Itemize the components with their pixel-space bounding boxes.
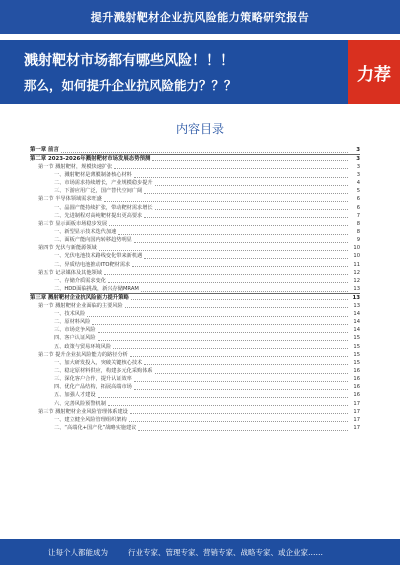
toc-entry[interactable] [30,220,360,228]
toc-dot-leader [131,295,348,300]
toc-entry-page: 6 [356,196,360,203]
toc-entry-page: 16 [353,384,360,391]
toc-entry[interactable] [30,326,360,334]
toc-entry-text: 二、面板产能向国内转移趋势明显 [54,237,132,244]
toc-entry-text: 一、新型显示技术迭代加速 [54,229,117,235]
toc-dot-leader [134,173,348,178]
toc-entry-text: 第一节 溅射靶材企业面临的主要风险 [38,302,123,309]
toc-entry-page: 8 [356,229,360,235]
toc-entry[interactable] [30,155,360,163]
toc-dot-leader [132,262,348,267]
toc-entry-text: 第一节 溅射靶材，规模快速扩张 [38,163,113,170]
toc-entry[interactable] [30,343,360,351]
toc-entry-page: 15 [353,335,360,342]
toc-entry-text: 第二节 半导体领域需求旺盛 [38,196,102,203]
toc-entry-text: 第二章 2023-2026年溅射靶材市场发展态势预测 [30,155,151,162]
toc-entry[interactable] [30,179,360,187]
toc-entry-text: 二、原材料风险 [54,319,91,326]
toc-dot-leader [138,426,348,431]
toc-dot-leader [104,270,348,275]
toc-entry[interactable] [30,285,360,293]
toc-title: 内容目录 [175,122,224,136]
toc-dot-leader [109,221,348,226]
toc-dot-leader [113,344,348,349]
toc-entry-page: 14 [353,327,360,334]
toc-entry[interactable] [30,391,360,399]
toc-entry-page: 7 [356,212,360,219]
toc-entry-page: 14 [353,319,360,326]
toc-dot-leader [134,385,348,390]
toc-entry-text: 一、加大研发投入，突破关键核心技术 [54,359,143,366]
toc-entry-page: 17 [353,424,360,431]
toc-entry-text: 三、下游应用广泛，国产替代空间广阔 [54,188,143,195]
report-header-title: 提升溅射靶材企业抗风险能力策略研究报告 [90,11,310,24]
toc-entry-text: 第三节 溅射靶材企业风险管理体系建设 [38,408,128,415]
toc-entry-text: 一、存储介质需求变化 [54,277,106,284]
toc-entry[interactable] [30,302,360,310]
toc-entry[interactable] [30,424,360,432]
toc-entry-text: 一、技术风险 [54,311,86,317]
toc-entry-page: 16 [353,376,360,383]
toc-entry-text: 第三章 溅射靶材企业抗风险能力提升策略 [30,294,129,301]
toc-entry[interactable] [30,294,360,302]
toc-entry-text: 二、先进制程对高纯靶材提出更高要求 [54,212,143,219]
banner-subheadline: 那么，如何提升企业抗风险能力？？？ [24,78,237,93]
toc-dot-leader [130,409,348,414]
toc-dot-leader [134,238,348,243]
toc-entry-page: 10 [353,245,360,252]
toc-entry[interactable] [30,383,360,391]
toc-entry-page: 9 [356,237,360,244]
toc-dot-leader [155,181,348,186]
toc-dot-leader [104,197,348,202]
table-of-contents [30,146,360,432]
toc-entry-page: 8 [356,220,360,227]
toc-entry[interactable] [30,416,360,424]
toc-entry[interactable] [30,244,360,252]
toc-dot-leader [129,417,348,422]
toc-entry-text: 二、“高端化+国产化”战略实施建议 [54,424,137,431]
toc-entry[interactable] [30,334,360,342]
toc-dot-leader [144,360,348,365]
toc-dot-leader [98,336,348,341]
toc-entry-page: 12 [353,277,360,284]
toc-entry-page: 15 [353,351,360,358]
toc-dot-leader [125,303,348,308]
toc-entry[interactable] [30,310,360,318]
toc-entry[interactable] [30,261,360,269]
report-header [0,0,400,34]
toc-entry-page: 3 [356,147,360,153]
toc-entry-page: 13 [353,302,360,309]
toc-entry-page: 17 [353,416,360,423]
toc-dot-leader [155,205,348,210]
banner-headline: 溅射靶材市场都有哪些风险！！！ [24,53,234,69]
toc-entry[interactable] [30,195,360,203]
toc-dot-leader [98,328,348,333]
toc-dot-leader [118,230,348,235]
toc-dot-leader [134,377,348,382]
footer-bar [0,539,400,565]
footer-slogan: 让每个人都能成为 [48,547,108,557]
toc-entry[interactable] [30,367,360,375]
toc-entry-page: 16 [353,392,360,399]
toc-entry-text: 二、稳定原材料供应，构建多元化采购体系 [54,367,153,374]
toc-dot-leader [108,401,348,406]
toc-entry[interactable] [30,269,360,277]
toc-dot-leader [144,189,348,194]
toc-entry-text: 三、市场竞争风险 [54,327,96,334]
toc-entry-page: 5 [356,188,360,195]
toc-entry-page: 10 [353,253,360,260]
toc-entry-text: 第二节 提升企业抗风险能力的路径分析 [38,351,128,358]
toc-dot-leader [152,156,348,161]
toc-entry[interactable] [30,318,360,326]
toc-entry-page: 17 [353,400,360,407]
toc-entry-text: 二、HDD面临挑战，新兴存储MRAM [54,285,139,292]
toc-entry[interactable] [30,146,360,154]
toc-entry-text: 四、客户认证风险 [54,335,96,342]
toc-entry-text: 二、市场需求持续增长，产业规模稳步提升 [54,180,153,187]
recommend-badge [348,40,400,104]
toc-entry-page: 15 [353,359,360,366]
toc-entry[interactable] [30,236,360,244]
toc-entry[interactable] [30,204,360,212]
toc-dot-leader [130,352,348,357]
toc-dot-leader [61,148,348,153]
toc-entry-text: 一、晶圆产能持续扩张，带动靶材需求增长 [54,204,153,211]
toc-entry-text: 三、深化客户合作，提升认证效率 [54,376,132,383]
toc-entry-page: 3 [356,172,360,179]
toc-entry-text: 五、加强人才建设 [54,392,96,399]
toc-entry-text: 第三节 显示面板市场稳步发展 [38,220,108,227]
toc-entry-page: 3 [356,163,360,170]
toc-entry-page: 12 [353,269,360,276]
toc-entry-text: 二、异质结电池推动ITO靶材需求 [54,261,131,268]
toc-dot-leader [108,278,348,283]
toc-entry[interactable] [30,359,360,367]
toc-dot-leader [144,254,348,259]
toc-entry-page: 6 [356,204,360,211]
toc-entry-page: 13 [352,294,360,301]
toc-dot-leader [155,369,348,374]
toc-entry-text: 第一章 前言 [30,147,59,153]
toc-entry[interactable] [30,408,360,416]
toc-entry[interactable] [30,277,360,285]
toc-entry-text: 第五节 记录媒体及其他领域 [38,269,102,276]
hero-banner [0,40,400,104]
toc-entry[interactable] [30,187,360,195]
toc-dot-leader [114,164,348,169]
footer-roles: 行业专家、管理专家、营销专家、战略专家、或企业家…… [128,547,323,557]
toc-entry-page: 14 [353,311,360,317]
toc-dot-leader [144,213,348,218]
toc-entry-text: 一、建立健全风险管理组织架构 [54,416,127,423]
toc-entry-page: 11 [353,261,360,268]
toc-dot-leader [141,287,348,292]
toc-entry-text: 一、溅射靶材是薄膜制备核心材料 [54,172,132,179]
toc-dot-leader [87,312,348,317]
toc-dot-leader [92,320,348,325]
toc-entry-text: 一、光伏电池技术路线变化带来新机遇 [54,253,143,260]
recommend-badge-text: 力荐 [357,64,391,85]
toc-entry-page: 3 [356,155,360,162]
toc-entry-text: 第四节 光伏与新能源领域 [38,245,97,252]
toc-entry[interactable] [30,228,360,236]
toc-entry-page: 16 [353,367,360,374]
toc-entry-page: 15 [353,343,360,350]
toc-entry[interactable] [30,351,360,359]
toc-entry-page: 13 [353,285,360,292]
toc-entry[interactable] [30,400,360,408]
toc-entry-page: 4 [356,180,360,187]
toc-dot-leader [98,393,348,398]
toc-entry[interactable] [30,375,360,383]
toc-entry-text: 六、完善风险预警机制 [54,400,106,407]
toc-entry-page: 17 [353,408,360,415]
toc-entry[interactable] [30,163,360,171]
toc-dot-leader [99,246,348,251]
toc-entry[interactable] [30,212,360,220]
toc-entry[interactable] [30,252,360,260]
toc-entry-text: 四、优化产品结构，拓展高端市场 [54,384,132,391]
toc-entry[interactable] [30,171,360,179]
toc-entry-text: 五、政策与贸易环境风险 [54,343,112,350]
